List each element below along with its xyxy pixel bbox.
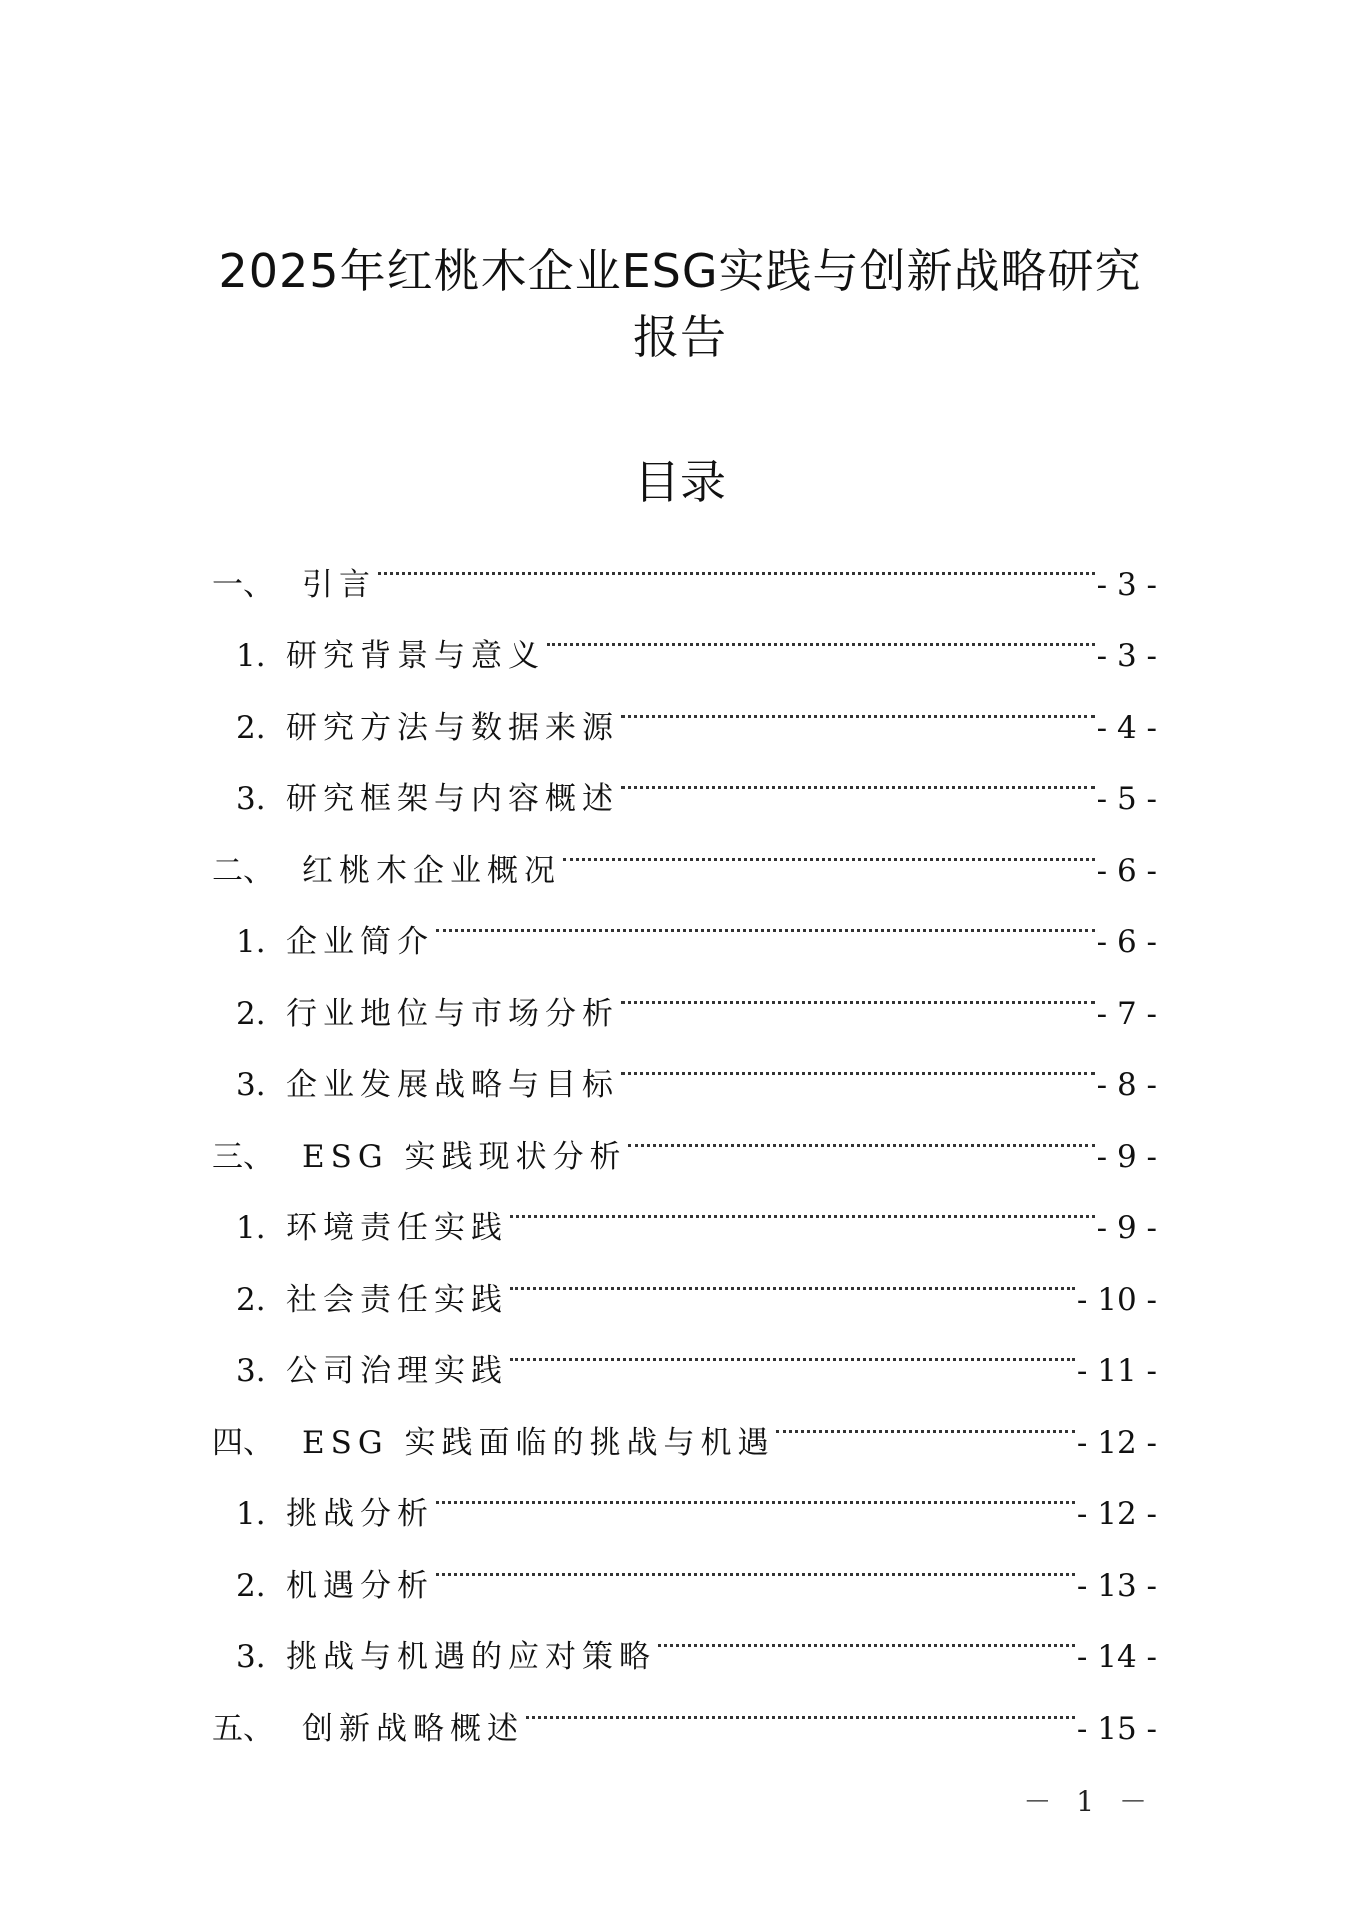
toc-dot-leader bbox=[563, 809, 1095, 881]
toc-entry-label: 企业发展战略与目标 bbox=[286, 1067, 619, 1103]
toc-entry-page-number: - 10 - bbox=[1076, 1281, 1157, 1318]
toc-dot-leader bbox=[510, 1310, 1075, 1382]
toc-entry-label: 研究背景与意义 bbox=[286, 638, 545, 674]
toc-entry-label: 研究方法与数据来源 bbox=[286, 709, 619, 746]
toc-entry-label: 行业地位与市场分析 bbox=[286, 995, 619, 1032]
toc-entry-number: 2. bbox=[236, 1567, 266, 1604]
toc-entry-number: 四、 bbox=[212, 1424, 274, 1461]
toc-entry-number: 三、 bbox=[212, 1138, 274, 1175]
toc-dot-leader bbox=[510, 1167, 1095, 1239]
toc-entry-label: 研究框架与内容概述 bbox=[286, 781, 619, 817]
toc-entry-page-number: - 7 - bbox=[1096, 995, 1157, 1032]
toc-entry-page-number: - 12 - bbox=[1076, 1496, 1157, 1532]
toc-entry-label: 引言 bbox=[302, 566, 376, 603]
toc-entry-page-number: - 13 - bbox=[1076, 1567, 1157, 1604]
toc-entry-page-number: - 6 - bbox=[1096, 852, 1157, 889]
toc-section-entry[interactable] bbox=[212, 523, 1157, 603]
toc-dot-leader bbox=[436, 881, 1095, 953]
toc-heading: 目录 bbox=[634, 455, 726, 509]
toc-entry-label: 红桃木企业概况 bbox=[302, 852, 561, 889]
toc-dot-leader bbox=[436, 1453, 1075, 1525]
toc-entry-number: 一、 bbox=[212, 566, 274, 603]
toc-entry-number: 1. bbox=[236, 638, 266, 674]
toc-entry-page-number: - 9 - bbox=[1096, 1210, 1157, 1246]
toc-dot-leader bbox=[436, 1524, 1075, 1596]
toc-dot-leader bbox=[378, 523, 1095, 595]
toc-dot-leader bbox=[776, 1381, 1074, 1453]
toc-entry-label: ESG 实践现状分析 bbox=[302, 1138, 627, 1175]
toc-entry-number: 五、 bbox=[212, 1710, 274, 1747]
toc-entry-label: 创新战略概述 bbox=[302, 1710, 524, 1747]
toc-entry-label: ESG 实践面临的挑战与机遇 bbox=[302, 1424, 775, 1461]
toc-entry-page-number: - 12 - bbox=[1076, 1424, 1157, 1461]
toc-entry-page-number: - 15 - bbox=[1076, 1710, 1157, 1747]
toc-entry-number: 3. bbox=[236, 1639, 266, 1675]
table-of-contents bbox=[212, 523, 1157, 1747]
toc-entry-number: 1. bbox=[236, 1210, 266, 1246]
toc-entry-number: 二、 bbox=[212, 852, 274, 889]
toc-entry-page-number: - 14 - bbox=[1076, 1639, 1157, 1675]
toc-entry-label: 企业简介 bbox=[286, 924, 434, 960]
page-number-footer: － 1 － bbox=[1023, 1785, 1155, 1818]
document-title bbox=[150, 238, 1210, 370]
toc-dot-leader bbox=[628, 1095, 1094, 1167]
toc-entry-label: 挑战与机遇的应对策略 bbox=[286, 1639, 656, 1675]
toc-entry-page-number: - 9 - bbox=[1096, 1138, 1157, 1175]
toc-entry-number: 3. bbox=[236, 781, 266, 817]
document-title-line-1: 2025年红桃木企业ESG实践与创新战略研究 bbox=[218, 244, 1142, 298]
toc-entry-number: 2. bbox=[236, 1281, 266, 1318]
toc-entry-page-number: - 11 - bbox=[1076, 1353, 1157, 1389]
toc-entry-number: 3. bbox=[236, 1353, 266, 1389]
toc-entry-number: 1. bbox=[236, 1496, 266, 1532]
toc-entry-page-number: - 6 - bbox=[1096, 924, 1157, 960]
toc-dot-leader bbox=[621, 1024, 1095, 1096]
toc-entry-number: 2. bbox=[236, 995, 266, 1032]
toc-entry-page-number: - 3 - bbox=[1096, 566, 1157, 603]
toc-dot-leader bbox=[621, 666, 1095, 738]
toc-entry-label: 公司治理实践 bbox=[286, 1353, 508, 1389]
toc-dot-leader bbox=[621, 738, 1095, 810]
toc-dot-leader bbox=[547, 595, 1095, 667]
toc-entry-number: 3. bbox=[236, 1067, 266, 1103]
toc-dot-leader bbox=[621, 952, 1095, 1024]
toc-dot-leader bbox=[658, 1596, 1075, 1668]
toc-entry-label: 社会责任实践 bbox=[286, 1281, 508, 1318]
toc-dot-leader bbox=[526, 1667, 1075, 1739]
document-title-line-2: 报告 bbox=[633, 310, 727, 364]
toc-entry-label: 机遇分析 bbox=[286, 1567, 434, 1604]
toc-entry-page-number: - 3 - bbox=[1096, 638, 1157, 674]
toc-entry-number: 1. bbox=[236, 924, 266, 960]
toc-dot-leader bbox=[510, 1238, 1075, 1310]
toc-entry-page-number: - 5 - bbox=[1096, 781, 1157, 817]
toc-entry-label: 环境责任实践 bbox=[286, 1210, 508, 1246]
toc-entry-number: 2. bbox=[236, 709, 266, 746]
toc-entry-page-number: - 8 - bbox=[1096, 1067, 1157, 1103]
toc-entry-page-number: - 4 - bbox=[1096, 709, 1157, 746]
toc-entry-label: 挑战分析 bbox=[286, 1496, 434, 1532]
